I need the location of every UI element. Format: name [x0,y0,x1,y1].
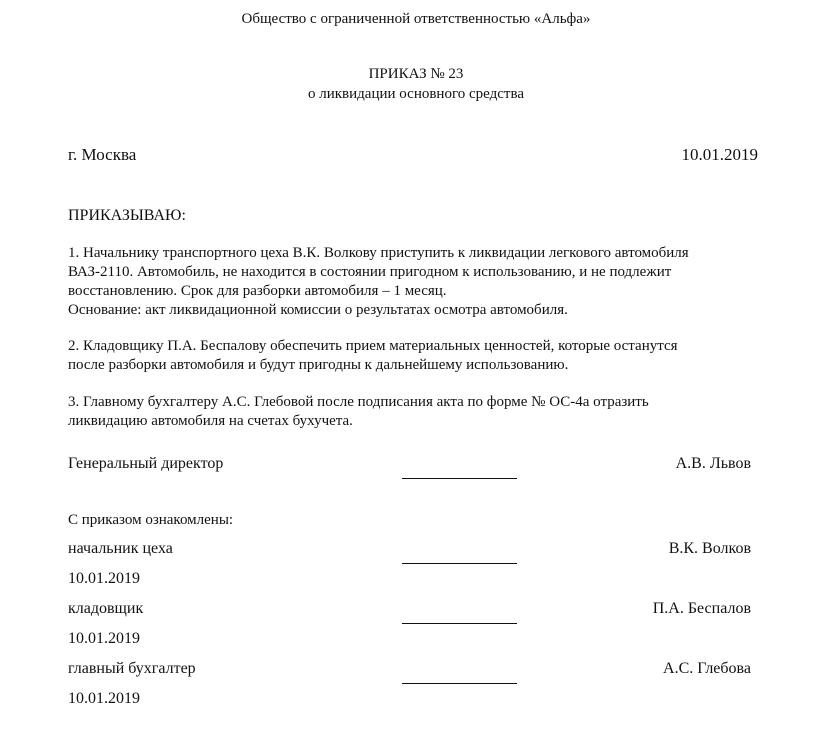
signer-signature-line [402,563,517,564]
signer-position: кладовщик [68,600,144,617]
order-item-line: восстановлению. Срок для разборки автомобиля – 1 месяц. [68,283,447,299]
city: г. Москва [68,145,137,164]
order-title: ПРИКАЗ № 23 [368,66,464,82]
director-name: А.В. Львов [675,455,751,472]
director-position: Генеральный директор [68,455,224,472]
signer-name: А.С. Глебова [663,660,751,677]
order-item-2 [68,337,768,375]
order-date: 10.01.2019 [681,145,758,164]
order-item-line: ликвидацию автомобиля на счетах бухучета. [68,413,353,429]
signer-position: начальник цеха [68,540,173,557]
order-item-line: 1. Начальнику транспортного цеха В.К. Волкову приступить к ликвидации легкового автомобиля [68,245,689,261]
order-item-line: после разборки автомобиля и будут пригодны к дальнейшему использованию. [68,357,569,373]
signer-position: главный бухгалтер [68,660,196,677]
signer-date: 10.01.2019 [68,570,140,587]
order-item-line: 3. Главному бухгалтеру А.С. Глебовой после подписания акта по форме № ОС-4а отразить [68,394,649,410]
signer-date: 10.01.2019 [68,690,140,707]
order-item-1 [68,244,768,320]
order-item-line: 2. Кладовщику П.А. Беспалову обеспечить прием материальных ценностей, которые останутся [68,338,678,354]
organization-name: Общество с ограниченной ответственностью «Альфа» [241,11,591,27]
order-item-line: ВАЗ-2110. Автомобиль, не находится в состоянии пригодном к использованию, и не подлежит [68,264,672,280]
signer-name: В.К. Волков [668,540,751,557]
order-item-3 [68,393,768,431]
order-item-line: Основание: акт ликвидационной комиссии о результатах осмотра автомобиля. [68,302,568,318]
signer-signature-line [402,683,517,684]
command-word: ПРИКАЗЫВАЮ: [68,207,186,224]
order-subject: о ликвидации основного средства [308,86,524,102]
acknowledged-heading: С приказом ознакомлены: [68,512,234,528]
signer-date: 10.01.2019 [68,630,140,647]
signer-name: П.А. Беспалов [652,600,751,617]
signer-signature-line [402,623,517,624]
director-signature-line [402,478,517,479]
